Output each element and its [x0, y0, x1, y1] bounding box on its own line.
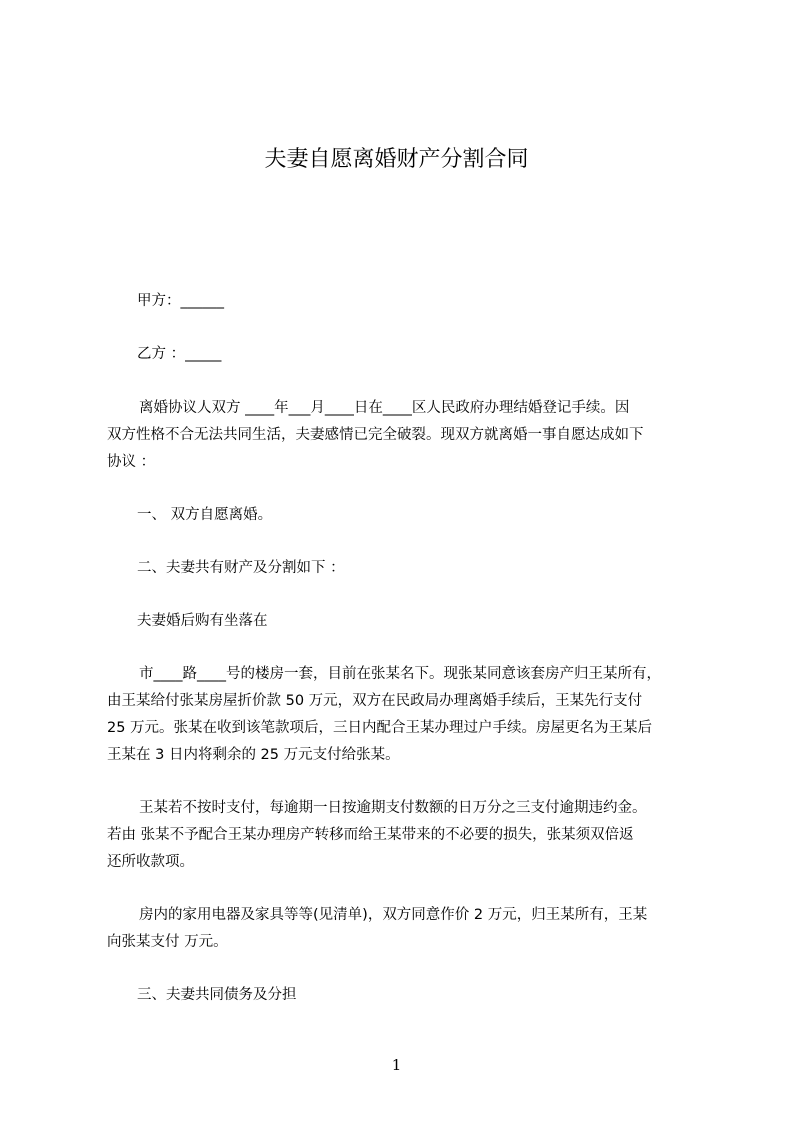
furniture-line-1: 房内的家用电器及家具等等(见清单)，双方同意作价 2 万元，归王某所有，王某 — [139, 907, 648, 923]
party-b-line: 乙方 ：_____ — [137, 346, 222, 362]
furniture-line-2: 向张某支付 万元。 — [107, 934, 228, 950]
house-line-2: 由王某给付张某房屋折价款 50 万元，双方在民政局办理离婚手续后，王某先行支付 — [107, 693, 643, 709]
intro-line-2: 双方性格不合无法共同生活，夫妻感情已完全破裂。现双方就离婚一事自愿达成如下 — [107, 427, 644, 443]
section-3-heading: 三、夫妻共同债务及分担 — [137, 987, 297, 1003]
intro-line-1: 离婚协议人双方 ____年___月____日在____区人民政府办理结婚登记手续。因 — [139, 400, 630, 416]
house-line-4: 王某在 3 日内将剩余的 25 万元支付给张某。 — [107, 747, 400, 763]
house-line-3: 25 万元。张某在收到该笔款项后，三日内配合王某办理过户手续。房屋更名为王某后 — [107, 720, 653, 736]
page-number: 1 — [391, 1056, 402, 1074]
penalty-line-3: 还所收款项。 — [107, 854, 194, 870]
intro-line-3: 协议 ： — [107, 454, 156, 470]
party-a-line: 甲方：______ — [137, 293, 224, 309]
house-line-1: 市____路____号的楼房一套，目前在张某名下。现张某同意该套房产归王某所有， — [139, 666, 661, 682]
section-2-heading: 二、夫妻共有财产及分割如下 ： — [137, 560, 345, 576]
section-1-heading: 一、 双方自愿离婚。 — [137, 507, 273, 523]
penalty-line-1: 王某若不按时支付，每逾期一日按逾期支付数额的日万分之三支付逾期违约金。 — [139, 800, 647, 816]
document-title: 夫妻自愿离婚财产分割合同 — [264, 147, 529, 172]
penalty-line-2: 若由 张某不予配合王某办理房产转移而给王某带来的不必要的损失，张某须双倍返 — [107, 827, 634, 843]
property-intro: 夫妻婚后购有坐落在 — [137, 613, 268, 629]
